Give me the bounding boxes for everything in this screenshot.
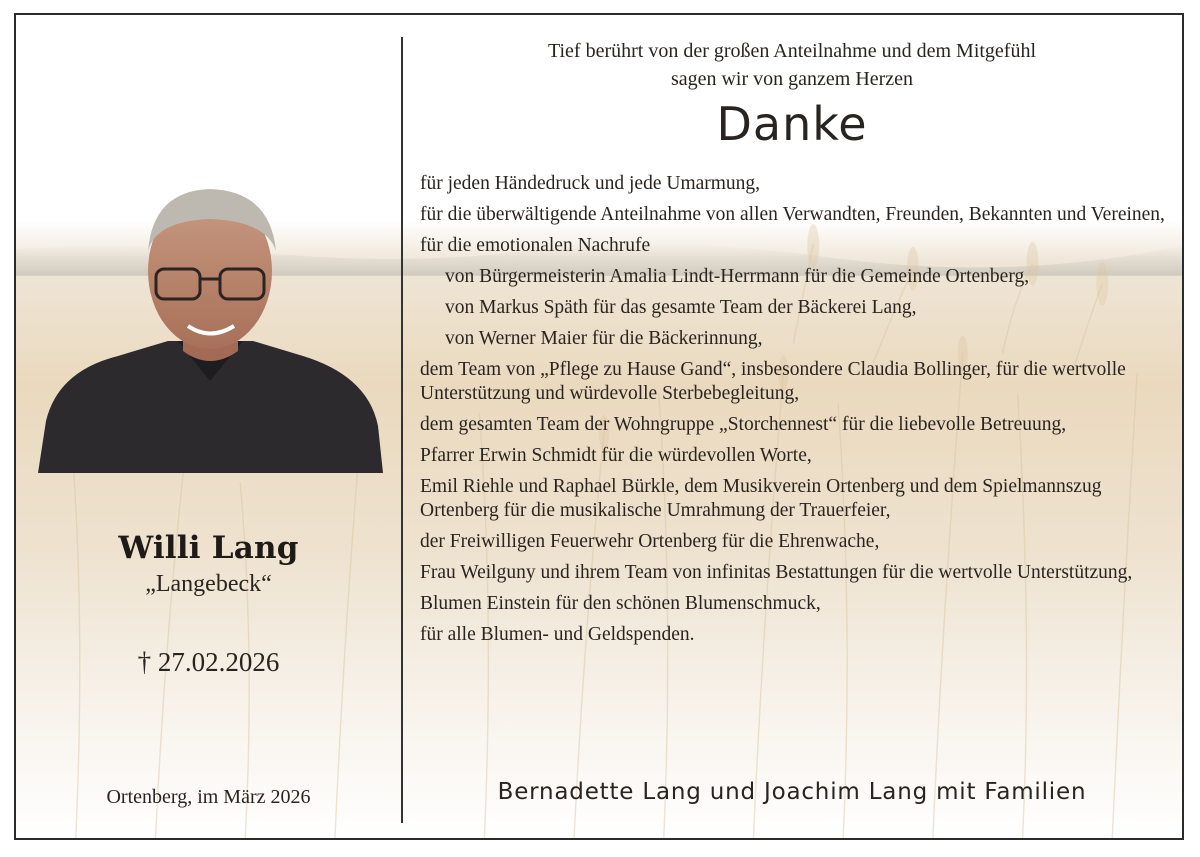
place-and-date: Ortenberg, im März 2026 — [106, 786, 311, 808]
thanks-item-indented: von Werner Maier für die Bäckerinnung, — [445, 328, 763, 349]
right-column — [416, 15, 1184, 838]
column-divider — [401, 37, 403, 823]
portrait-photo — [38, 181, 383, 473]
left-column — [16, 15, 401, 838]
deceased-name: Willi Lang — [118, 530, 299, 566]
obituary-card — [14, 13, 1184, 840]
thanks-list — [420, 172, 1180, 654]
thanks-item: Pfarrer Erwin Schmidt für die würdevollen Worte, — [420, 445, 812, 466]
thanks-item: für die emotionalen Nachrufe — [420, 235, 651, 256]
signature: Bernadette Lang und Joachim Lang mit Familien — [497, 779, 1087, 805]
thanks-item-indented: von Markus Späth für das gesamte Team der Bäckerei Lang, — [445, 297, 917, 318]
thanks-item-indented: von Bürgermeisterin Amalia Lindt-Herrmann für die Gemeinde Ortenberg, — [445, 266, 1030, 287]
intro-text — [416, 37, 1168, 93]
thanks-item: für jeden Händedruck und jede Umarmung, — [420, 173, 761, 194]
death-date: † 27.02.2026 — [137, 647, 280, 677]
thanks-item: Emil Riehle und Raphael Bürkle, dem Musikverein Ortenberg und dem Spielmannszug Ortenberg für die musikalische Umrahmung der Trauerfeier, — [420, 476, 1102, 521]
intro-line-2: sagen wir von ganzem Herzen — [670, 68, 914, 90]
thanks-item: dem Team von „Pflege zu Hause Gand“, insbesondere Claudia Bollinger, für die wertvolle Unterstützung und würdevolle Sterbebegleitung, — [420, 359, 1126, 404]
thanks-item: für alle Blumen- und Geldspenden. — [420, 624, 695, 645]
thanks-item: dem gesamten Team der Wohngruppe „Storchennest“ für die liebevolle Betreuung, — [420, 414, 1067, 435]
intro-line-1: Tief berührt von der großen Anteilnahme und dem Mitgefühl — [547, 40, 1037, 62]
thanks-item: Blumen Einstein für den schönen Blumenschmuck, — [420, 593, 821, 614]
thanks-item: Frau Weilguny und ihrem Team von infinitas Bestattungen für die wertvolle Unterstützung, — [420, 562, 1133, 583]
deceased-nickname: „Langebeck“ — [145, 571, 272, 597]
thanks-item: für die überwältigende Anteilnahme von allen Verwandten, Freunden, Bekannten und Vereinen, — [420, 204, 1165, 225]
thanks-item: der Freiwilligen Feuerwehr Ortenberg für die Ehrenwache, — [420, 531, 880, 552]
headline: Danke — [716, 97, 868, 151]
